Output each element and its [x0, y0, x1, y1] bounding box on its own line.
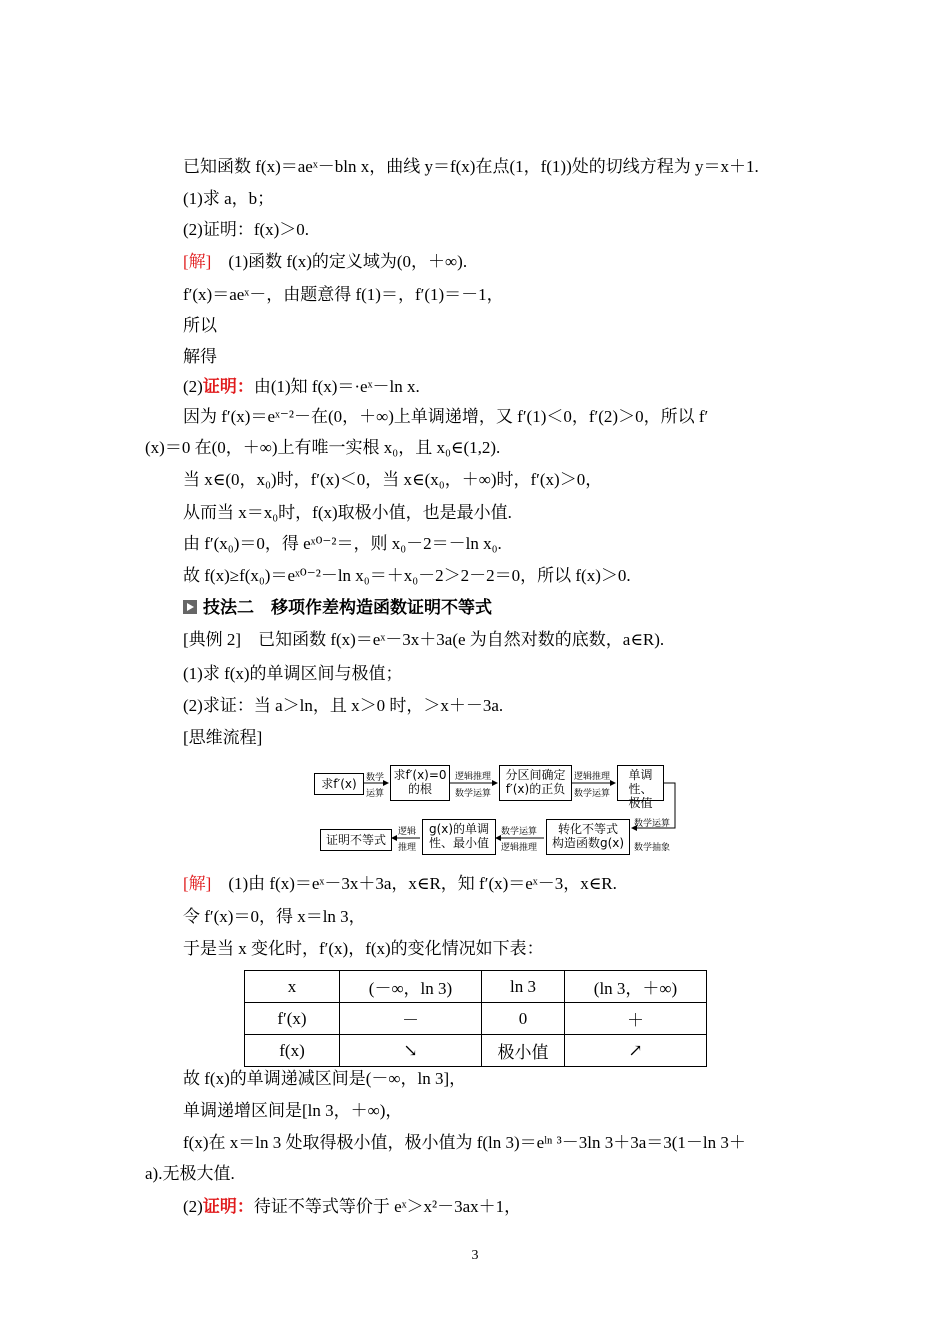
solution1-line5: (2)证明：由(1)知 f(x)＝·eˣ－ln x.: [183, 377, 420, 396]
table-cell: (ln 3，＋∞): [565, 971, 707, 1003]
solution1-line7: (x)＝0 在(0，＋∞)上有唯一实根 x₀，且 x₀∈(1,2).: [145, 438, 501, 457]
flow-box-gmin: g(x)的单调 性、最小值: [422, 819, 496, 855]
arrow-label: 数学: [366, 773, 385, 783]
solution1-line4: 解得: [183, 347, 217, 366]
increasing-arrow: ↗: [565, 1035, 707, 1067]
flow-box-derivative: 求f′(x): [314, 773, 364, 795]
arrow-label: 推理: [398, 843, 417, 853]
table-cell: 极小值: [482, 1035, 565, 1067]
arrow-label: 数学运算: [455, 789, 492, 799]
arrow-label: 数学运算: [634, 819, 671, 829]
solution2-line7: a).无极大值.: [145, 1164, 235, 1183]
table-cell: (－∞，ln 3): [340, 971, 482, 1003]
problem1-statement: 已知函数 f(x)＝aeˣ－bln x，曲线 y＝f(x)在点(1，f(1))处的切线方程为 y＝x＋1.: [183, 157, 759, 176]
page-number: 3: [471, 1248, 479, 1263]
flow-box-monotonic: 单调性、 极值: [617, 765, 664, 801]
arrow-label: 数学运算: [574, 789, 611, 799]
solution1-line10: 由 f′(x₀)＝0，得 eˣ⁰⁻²＝，则 x₀－2＝－ln x₀.: [183, 534, 502, 553]
play-icon: [183, 600, 197, 614]
solution1-line2: f′(x)＝aeˣ－，由题意得 f(1)＝，f′(1)＝－1，: [183, 285, 504, 304]
arrow-label: 逻辑: [398, 827, 417, 837]
arrow-label: 逻辑推理: [455, 772, 492, 782]
table-row: [245, 1003, 707, 1035]
solution2-line4: 故 f(x)的单调递减区间是(－∞，ln 3]，: [183, 1069, 467, 1088]
proof-tag: 证明：: [202, 1197, 254, 1216]
problem1-q2: (2)证明：f(x)＞0.: [183, 220, 310, 239]
arrow-label: 数学运算: [501, 827, 538, 837]
solution1-line1: [解] (1)函数 f(x)的定义域为(0，＋∞).: [183, 252, 468, 271]
solution-tag: [解]: [183, 874, 212, 893]
flow-box-roots: 求f′(x)=0 的根: [390, 765, 450, 801]
flow-title: [思维流程]: [183, 728, 263, 747]
solution2-line8: (2)证明：待证不等式等价于 eˣ＞x²－3ax＋1，: [183, 1197, 522, 1216]
example2-q2: (2)求证：当 a＞ln，且 x＞0 时，＞x＋－3a.: [183, 696, 504, 715]
proof-tag: 证明：: [202, 377, 254, 396]
thinking-flowchart: [314, 762, 676, 854]
flow-box-construct: 转化不等式 构造函数g(x): [546, 819, 630, 855]
table-row: [245, 1035, 707, 1067]
table-cell: ln 3: [482, 971, 565, 1003]
solution1-line8: 当 x∈(0，x₀)时，f′(x)＜0，当 x∈(x₀，＋∞)时，f′(x)＞0，: [183, 470, 603, 489]
solution1-line6: 因为 f′(x)＝eˣ⁻²－在(0，＋∞)上单调递增，又 f′(1)＜0，f′(2)＞0，所以 f′: [183, 407, 709, 426]
example-tag: [典例 2]: [183, 630, 242, 649]
table-cell: ＋: [565, 1003, 707, 1035]
solution1-line11: 故 f(x)≥f(x₀)＝eˣ⁰⁻²－ln x₀＝＋x₀－2＞2－2＝0，所以 f(x)＞0.: [183, 566, 631, 585]
solution1-line9: 从而当 x＝x₀时，f(x)取极小值，也是最小值.: [183, 503, 512, 522]
table-cell: －: [340, 1003, 482, 1035]
table-cell: x: [245, 971, 340, 1003]
flow-box-sign: 分区间确定 f′(x)的正负: [499, 765, 572, 801]
example2-q1: (1)求 f(x)的单调区间与极值；: [183, 664, 403, 683]
problem1-q1: (1)求 a，b；: [183, 189, 275, 208]
example2-statement: [典例 2] 已知函数 f(x)＝eˣ－3x＋3a(e 为自然对数的底数，a∈R).: [183, 630, 665, 649]
table-cell: f(x): [245, 1035, 340, 1067]
table-cell: 0: [482, 1003, 565, 1035]
arrow-label: 运算: [366, 789, 385, 799]
decreasing-arrow: ↘: [340, 1035, 482, 1067]
solution2-line2: 令 f′(x)＝0，得 x＝ln 3，: [183, 907, 366, 926]
solution1-line3: 所以: [183, 316, 217, 335]
solution2-line6: f(x)在 x＝ln 3 处取得极小值，极小值为 f(ln 3)＝eˡⁿ ³－3ln 3＋3a＝3(1－ln 3＋: [183, 1133, 746, 1152]
variation-table: [244, 970, 707, 1067]
flow-box-prove: 证明不等式: [320, 829, 392, 851]
solution2-line3: 于是当 x 变化时，f′(x)，f(x)的变化情况如下表：: [183, 939, 544, 958]
arrow-label: 数学抽象: [634, 843, 671, 853]
solution-tag: [解]: [183, 252, 212, 271]
solution2-line5: 单调递增区间是[ln 3，＋∞)，: [183, 1101, 403, 1120]
arrow-label: 逻辑推理: [501, 843, 538, 853]
arrow-label: 逻辑推理: [574, 772, 611, 782]
table-row: [245, 971, 707, 1003]
table-cell: f′(x): [245, 1003, 340, 1035]
section-heading: 技法二 移项作差构造函数证明不等式: [183, 597, 492, 619]
solution2-line1: [解] (1)由 f(x)＝eˣ－3x＋3a，x∈R，知 f′(x)＝eˣ－3，x∈R.: [183, 874, 617, 893]
